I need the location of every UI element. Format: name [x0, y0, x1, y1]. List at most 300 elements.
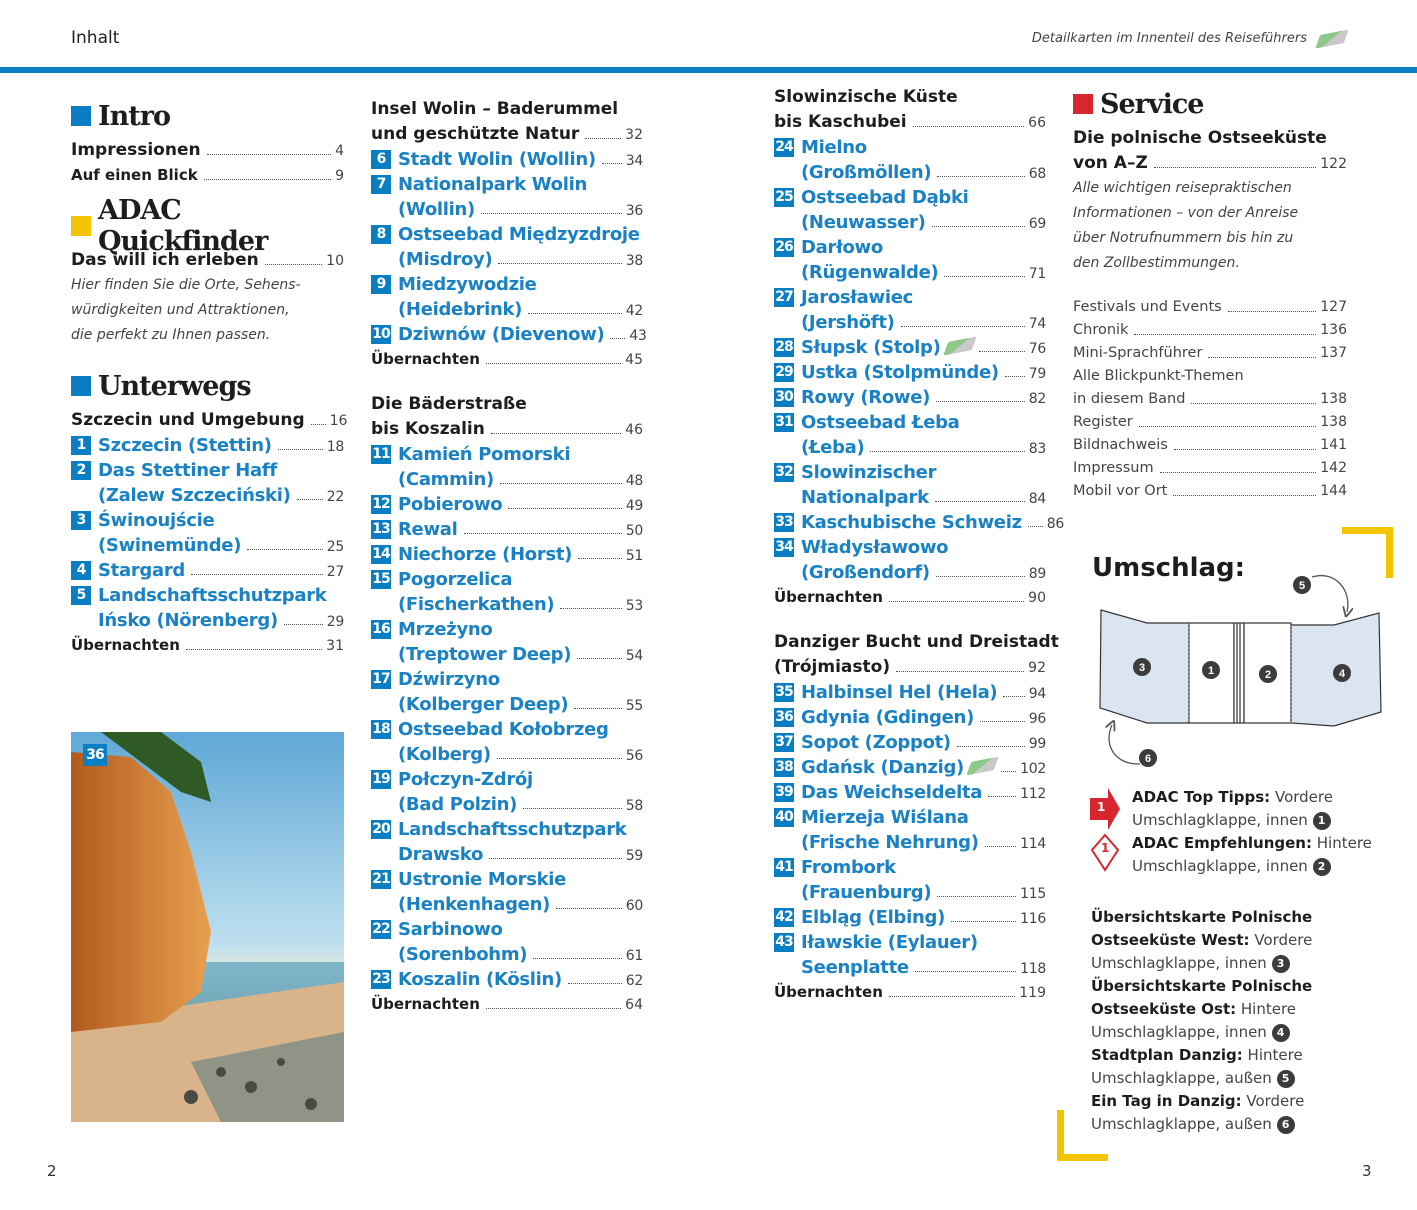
entry-line [71, 273, 344, 298]
entry-number-badge: 37 [775, 734, 793, 750]
map-locations-list [1091, 906, 1371, 1136]
toc-entry-link[interactable] [371, 617, 643, 667]
entry-number-badge: 10 [372, 326, 390, 342]
photo-image [71, 732, 344, 1122]
dot-leader [901, 326, 1025, 327]
toc-section [71, 98, 344, 188]
entry-title: Mierzeja Wiślana [801, 807, 969, 828]
entry-number-badge: 41 [775, 859, 793, 875]
entry-title: von A–Z [1073, 153, 1148, 173]
entry-line [371, 567, 643, 592]
toc-entry-link[interactable] [774, 930, 1046, 980]
dot-leader [951, 921, 1016, 922]
entry-line [1073, 480, 1347, 503]
map-note [1032, 31, 1345, 46]
page-number: 136 [1320, 322, 1347, 338]
entry-number-badge: 2 [71, 461, 91, 480]
page-number: 84 [1028, 491, 1046, 507]
entry-title: Nationalpark [801, 487, 929, 508]
toc-entry[interactable] [71, 633, 344, 658]
entry-title: Halbinsel Hel (Hela) [801, 682, 998, 703]
entry-title: Das Weichseldelta [801, 782, 983, 803]
page-number: 68 [1028, 166, 1046, 182]
dot-leader [1139, 426, 1317, 427]
dot-leader [913, 126, 1025, 127]
entry-line [371, 122, 643, 147]
toc-entry-link[interactable] [71, 508, 344, 558]
entry-title: Landschaftsschutzpark [98, 585, 327, 606]
entry-title: bis Kaschubei [774, 112, 907, 132]
entry-line [371, 867, 643, 892]
entry-number-badge: 28 [775, 339, 793, 355]
entry-title: (Zalew Szczeciński) [98, 485, 291, 506]
page-number: 46 [625, 422, 643, 438]
entry-line [1073, 226, 1347, 251]
page-number: 114 [1020, 836, 1046, 852]
toc-entry-link[interactable] [774, 705, 1046, 730]
toc-entry-link[interactable] [371, 917, 643, 967]
entry-title: Ostseebad Łeba [801, 412, 960, 433]
entry-title: Słupsk (Stolp) [801, 337, 941, 358]
toc-entry[interactable] [1073, 342, 1347, 365]
entry-line [1073, 457, 1347, 480]
entry-line [1073, 388, 1347, 411]
page-number: 119 [1019, 985, 1046, 1001]
location-number: 2 [1313, 858, 1331, 876]
toc-entry-link[interactable] [774, 185, 1046, 235]
entry-line [371, 172, 643, 197]
map-location-item [1091, 975, 1371, 1044]
toc-entry-link[interactable] [371, 542, 643, 567]
dot-leader [1001, 771, 1016, 772]
entry-number-badge: 16 [372, 621, 390, 637]
entry-title: Ustronie Morskie [398, 869, 567, 890]
page-number-right: 3 [1362, 1162, 1372, 1180]
entry-line [371, 467, 643, 492]
entry-line [71, 533, 344, 558]
dot-leader [985, 846, 1016, 847]
dot-leader [284, 624, 323, 625]
toc-entry-link[interactable] [371, 222, 643, 272]
map-location-item [1091, 1044, 1371, 1090]
toc-entry-link[interactable] [371, 172, 643, 222]
map-location-item [1091, 906, 1371, 975]
page-number: 31 [326, 638, 344, 654]
entry-title: Frombork [801, 857, 896, 878]
dot-leader [186, 649, 322, 650]
entry-title: (Trójmiasto) [774, 657, 891, 677]
entry-line [71, 458, 344, 483]
entry-title: Ińsko (Nörenberg) [98, 610, 278, 631]
dot-leader [1154, 167, 1317, 168]
toc-section [71, 368, 348, 658]
entry-title: (Sorenbohm) [398, 944, 528, 965]
dot-leader [574, 708, 622, 709]
entry-title: Świnoujście [98, 510, 215, 531]
toc-entry-link[interactable] [371, 967, 643, 992]
page-number: 29 [326, 614, 344, 630]
entry-title: (Bad Polzin) [398, 794, 518, 815]
entry-title: Gdańsk (Danzig) [801, 757, 964, 778]
page-number: 53 [625, 598, 643, 614]
cliff-beach-photo [71, 732, 344, 1122]
toc-entry-link[interactable] [371, 767, 643, 817]
page-number: 36 [625, 203, 643, 219]
toc-entry[interactable] [1073, 457, 1347, 480]
toc-entry-link[interactable] [774, 680, 1046, 705]
entry-title: Kaschubische Schweiz [801, 512, 1022, 533]
entry-title: würdigkeiten und Attraktionen, [71, 302, 290, 318]
entry-line [774, 730, 1046, 755]
entry-line [371, 817, 643, 842]
entry-line [774, 585, 1046, 610]
dot-leader [1028, 526, 1043, 527]
toc-entry-link[interactable] [774, 805, 1046, 855]
entry-title: Landschaftsschutzpark [398, 819, 627, 840]
entry-line [1073, 251, 1347, 276]
map-location: Vordere Umschlagklappe, außen [1091, 1092, 1305, 1133]
toc-entry-link[interactable] [371, 817, 643, 867]
location-number: 5 [1277, 1070, 1295, 1088]
diagram-number-label: 5 [1298, 580, 1306, 592]
entry-title: Insel Wolin – Baderummel [371, 99, 619, 119]
toc-entry-link[interactable] [371, 867, 643, 917]
toc-entry[interactable] [1073, 126, 1347, 176]
toc-entry-link[interactable] [774, 385, 1046, 410]
dot-leader [1228, 311, 1317, 312]
toc-entry-link[interactable] [371, 322, 647, 347]
description-text [71, 273, 344, 348]
entry-line [1073, 365, 1347, 388]
entry-line [71, 298, 344, 323]
page-number: 112 [1020, 786, 1046, 802]
entry-title: Ostseebad Międzyzdroje [398, 224, 640, 245]
entry-line [371, 322, 647, 347]
entry-line [71, 483, 344, 508]
toc-entry-link[interactable] [371, 567, 643, 617]
diagram-number-label: 6 [1144, 753, 1152, 765]
entry-title: Dziwnów (Dievenow) [398, 324, 605, 345]
entry-title: Seenplatte [801, 957, 909, 978]
toc-entry[interactable] [774, 85, 1046, 135]
dot-leader [491, 433, 621, 434]
toc-entry[interactable] [371, 347, 643, 372]
toc-entry[interactable] [71, 408, 348, 433]
entry-title: Rewal [398, 519, 458, 540]
toc-section [774, 85, 1064, 610]
toc-entry-link[interactable] [371, 492, 643, 517]
entry-title: (Swinemünde) [98, 535, 242, 556]
dot-leader [556, 908, 622, 909]
entry-title: Darłowo [801, 237, 883, 258]
entry-title: (Misdroy) [398, 249, 493, 270]
toc-entry[interactable] [71, 138, 344, 163]
dot-leader [602, 163, 622, 164]
legend-bold: ADAC Top Tipps: [1132, 788, 1271, 806]
dot-leader [932, 226, 1025, 227]
section-color-square [71, 106, 91, 126]
entry-title: Übernachten [774, 983, 883, 1001]
dot-leader [500, 483, 622, 484]
dot-leader [1174, 449, 1316, 450]
entry-title: Miedzywodzie [398, 274, 537, 295]
entry-title: Stargard [98, 560, 185, 581]
entry-title: (Treptower Deep) [398, 644, 572, 665]
toc-entry[interactable] [371, 392, 643, 442]
dot-leader [578, 558, 622, 559]
entry-title: Szczecin und Umgebung [71, 410, 305, 430]
page-number: 50 [625, 523, 643, 539]
page-number: 45 [625, 352, 643, 368]
entry-line [774, 85, 1046, 110]
dot-leader [896, 671, 1024, 672]
entry-line [774, 360, 1046, 385]
toc-entry-link[interactable] [371, 442, 643, 492]
entry-number-badge: 1 [71, 436, 91, 455]
toc-entry-link[interactable] [371, 667, 643, 717]
dot-leader [191, 574, 323, 575]
photo-number-badge: 36 [83, 744, 107, 766]
dot-leader [523, 808, 622, 809]
cover-diagram [1060, 520, 1417, 780]
location-number: 4 [1272, 1024, 1290, 1042]
toc-entry-link[interactable] [774, 855, 1046, 905]
entry-title: (Cammin) [398, 469, 494, 490]
section-heading-label: Service [1100, 88, 1204, 120]
entry-title: Drawsko [398, 844, 484, 865]
map-location: Vordere Umschlagklappe, innen [1091, 931, 1313, 972]
toc-section [371, 97, 647, 372]
entry-number-badge: 38 [775, 759, 793, 775]
entry-line [371, 197, 643, 222]
page-number: 79 [1028, 366, 1046, 382]
location-number: 6 [1277, 1116, 1295, 1134]
entry-title: Ustka (Stolpmünde) [801, 362, 999, 383]
entry-line [774, 535, 1046, 560]
page-number: 83 [1028, 441, 1046, 457]
dot-leader [311, 424, 326, 425]
entry-title: Sarbinowo [398, 919, 503, 940]
map-name: Übersichtskarte Polnische Ostseeküste West: [1091, 908, 1313, 949]
page-number: 42 [625, 303, 643, 319]
entry-title: und geschützte Natur [371, 124, 580, 144]
entry-title: Pobierowo [398, 494, 503, 515]
entry-title: Informationen – von der Anreise [1073, 205, 1299, 221]
entry-line [774, 310, 1046, 335]
page-number: 102 [1020, 761, 1046, 777]
page-number: 127 [1320, 299, 1347, 315]
toc-entry[interactable] [1073, 411, 1347, 434]
location-number: 3 [1272, 955, 1290, 973]
toc-entry-link[interactable] [774, 535, 1046, 585]
page-number: 142 [1320, 460, 1347, 476]
entry-line [371, 767, 643, 792]
entry-number-badge: 5 [71, 586, 91, 605]
page-number: 122 [1320, 156, 1347, 172]
toc-entry-link[interactable] [774, 285, 1046, 335]
entry-title: Übernachten [71, 636, 180, 654]
toc-entry[interactable] [371, 992, 643, 1017]
section-heading [71, 98, 344, 134]
page-number: 61 [625, 948, 643, 964]
toc-entry[interactable] [371, 97, 643, 147]
legend-line2: Umschlagklappe, innen [1132, 811, 1308, 829]
section-title: Inhalt [71, 28, 120, 48]
page-number: 66 [1028, 115, 1046, 131]
toc-entry-link[interactable] [774, 780, 1046, 805]
entry-line [1073, 319, 1347, 342]
entry-number-badge: 30 [775, 389, 793, 405]
toc-entry[interactable] [1073, 434, 1347, 457]
entry-line [774, 680, 1046, 705]
toc-entry-link[interactable] [774, 755, 1046, 780]
dot-leader [1134, 334, 1316, 335]
page-number: 96 [1028, 711, 1046, 727]
diagram-number-label: 2 [1264, 669, 1272, 681]
entry-number-badge: 7 [371, 175, 391, 194]
entry-title: Pogorzelica [398, 569, 513, 590]
entry-number-badge: 31 [775, 414, 793, 430]
cover-title: Umschlag: [1092, 553, 1246, 583]
dot-leader [1208, 357, 1316, 358]
entry-title: Mini-Sprachführer [1073, 345, 1203, 361]
toc-entry[interactable] [1073, 296, 1347, 319]
entry-line [774, 160, 1046, 185]
toc-entry-link[interactable] [371, 147, 643, 172]
top-tipp-arrow-icon [1090, 786, 1120, 830]
legend-text [1132, 786, 1333, 832]
dot-leader [889, 996, 1015, 997]
page-number: 22 [326, 489, 344, 505]
entry-number-badge: 39 [775, 784, 793, 800]
entry-number-badge: 42 [775, 909, 793, 925]
entry-title: Die Bäderstraße [371, 394, 527, 414]
entry-line [1073, 126, 1347, 151]
legend-item [1090, 786, 1390, 832]
map-name: Stadtplan Danzig: [1091, 1046, 1243, 1064]
page-number: 49 [625, 498, 643, 514]
page-number: 116 [1020, 911, 1046, 927]
dot-leader [889, 601, 1024, 602]
toc-entry-link[interactable] [71, 558, 344, 583]
entry-title: Mobil vor Ort [1073, 483, 1168, 499]
page-number: 59 [625, 848, 643, 864]
toc-entry-link[interactable] [774, 410, 1046, 460]
section-heading [71, 368, 344, 404]
entry-line [371, 222, 643, 247]
entry-title: (Frauenburg) [801, 882, 932, 903]
entry-title: Mrzeżyno [398, 619, 493, 640]
entry-number-badge: 24 [775, 139, 793, 155]
toc-entry-link[interactable] [774, 235, 1046, 285]
section-heading [1073, 86, 1347, 122]
toc-entry-link[interactable] [774, 460, 1046, 510]
dot-leader [988, 796, 1016, 797]
dot-leader [508, 508, 621, 509]
entry-number-badge: 4 [71, 561, 91, 580]
entry-title: (Henkenhagen) [398, 894, 551, 915]
dot-leader [585, 138, 621, 139]
dot-leader [937, 896, 1016, 897]
page-number: 48 [625, 473, 643, 489]
entry-line [774, 930, 1046, 955]
toc-entry[interactable] [71, 163, 344, 188]
toc-entry[interactable] [774, 585, 1046, 610]
dot-leader [944, 276, 1024, 277]
entry-line [1073, 342, 1347, 365]
entry-line [371, 667, 643, 692]
entry-title: die perfekt zu Ihnen passen. [71, 327, 271, 343]
entry-title: Auf einen Blick [71, 166, 198, 184]
entry-number-badge: 12 [372, 496, 390, 512]
toc-entry-link[interactable] [371, 717, 643, 767]
legend-rest: Vordere [1274, 788, 1333, 806]
entry-title: Festivals und Events [1073, 299, 1222, 315]
entry-line [774, 630, 1059, 655]
toc-entry-link[interactable] [774, 510, 1064, 535]
toc-entry-link[interactable] [774, 730, 1046, 755]
toc-entry[interactable] [1073, 319, 1347, 342]
entry-line [371, 97, 643, 122]
legend-item [1090, 832, 1390, 878]
map-name: Ein Tag in Danzig: [1091, 1092, 1242, 1110]
entry-title: (Jershöft) [801, 312, 895, 333]
toc-entry-link[interactable] [774, 335, 1046, 360]
recommendation-pin-icon [1090, 832, 1120, 876]
entry-number-badge: 25 [775, 189, 793, 205]
entry-title: Sopot (Zoppot) [801, 732, 951, 753]
map-location-item [1091, 1090, 1371, 1136]
map-name: Übersichtskarte Polnische Ostseeküste Ost: [1091, 977, 1313, 1018]
entry-title: Szczecin (Stettin) [98, 435, 272, 456]
entry-line [774, 335, 1046, 360]
entry-line [371, 517, 643, 542]
toc-entry-link[interactable] [774, 905, 1046, 930]
entry-title: Stadt Wolin (Wollin) [398, 149, 596, 170]
toc-entry-link[interactable] [71, 458, 344, 508]
entry-line [371, 417, 643, 442]
toc-entry-link[interactable] [71, 433, 344, 458]
entry-number-badge: 19 [372, 771, 390, 787]
entry-number-badge: 18 [372, 721, 390, 737]
dot-leader [980, 721, 1025, 722]
toc-entry[interactable] [1073, 480, 1347, 503]
entry-title: Elbląg (Elbing) [801, 907, 945, 928]
entry-line [774, 235, 1046, 260]
entry-title: Rowy (Rowe) [801, 387, 931, 408]
toc-entry-link[interactable] [371, 517, 643, 542]
entry-line [371, 297, 643, 322]
entry-line [774, 980, 1046, 1005]
toc-entry-link[interactable] [774, 135, 1046, 185]
toc-entry-link[interactable] [774, 360, 1046, 385]
page-number: 32 [625, 127, 643, 143]
entry-title: Jarosławiec [801, 287, 914, 308]
entry-line [774, 410, 1046, 435]
entry-title: (Fischerkathen) [398, 594, 555, 615]
toc-entry[interactable] [774, 630, 1059, 680]
corner-mark [1057, 1154, 1108, 1161]
section-color-square [71, 216, 91, 236]
toc-entry[interactable] [1073, 365, 1347, 411]
toc-entry[interactable] [774, 980, 1046, 1005]
toc-entry-link[interactable] [71, 583, 344, 633]
entry-title: (Heidebrink) [398, 299, 523, 320]
toc-entry-link[interactable] [371, 272, 643, 322]
entry-line [774, 460, 1046, 485]
entry-title: in diesem Band [1073, 391, 1186, 407]
location-number: 1 [1313, 812, 1331, 830]
